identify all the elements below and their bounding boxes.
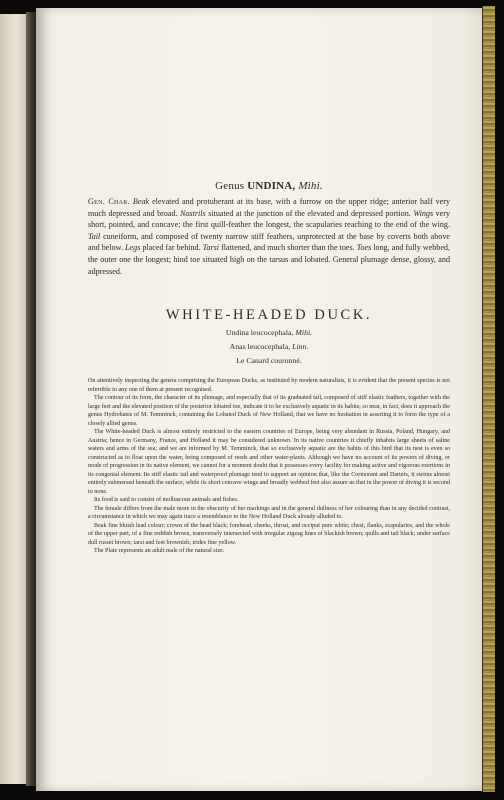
beak-text: elevated and protuberant at its base, with a furrow on the upper ridge; anterior half very much depressed and broad. <box>88 197 450 218</box>
paragraph: Beak fine bluish lead colour; crown of the head black; forehead, cheeks, throat, and occiput pure white; chest, flanks, scapularies, and the whole of the upper part, of a fine reddish brown, transversely intersected with irregular zigzag lines of blackish brown; quills and tail black; under surface dull russet brown; tarsi and feet brownish; irides fine yellow. <box>88 522 450 546</box>
species-synonyms <box>88 326 450 368</box>
synonym-authority: Mihi. <box>295 328 313 337</box>
beak-term: Beak <box>132 197 150 206</box>
wings-term: Wings <box>413 208 434 218</box>
genus-authority: Mihi. <box>298 180 323 192</box>
synonym-name: Anas leucocephala, <box>229 342 291 351</box>
gen-char-label: Gen. Char. <box>88 197 130 206</box>
genus-heading <box>88 180 450 192</box>
nostrils-text: situated at the junction of the elevated and depressed portion. <box>208 208 411 218</box>
legs-text: placed far behind. <box>142 243 201 253</box>
wings-text: very short, pointed, and concave; the first quill-feather the longest, the scapularies reaching to the end of the wing. <box>88 208 451 230</box>
tarsi-text: flattened, and much shorter than the toes. <box>221 243 355 253</box>
legs-term: Legs <box>125 243 141 253</box>
toes-text: long, and fully webbed, the outer one the longest; hind toe situated high on the tarsus and lobated. General plumage dense, glossy, and adpressed. <box>88 243 451 276</box>
paragraph: The White-headed Duck is almost entirely restricted to the eastern countries of Europe, being very abundant in Russia, Poland, Hungary, and Austria; hence in Germany, France, and Holland it may be considered unknown. In its native countries it chiefly inhabits large sheets of saline waters and arms of the sea; and we are informed by M. Temminck, that so exclusively aquatic are the habits of this bird that its nest is even so constructed as to float upon the water, being composed of reeds and other water-plants. Although we have no account of its powers of diving, or mode of progression in its native element, we cannot for a moment doubt that it possesses every facility for making active and vigorous exertions in its congenial element. Its stiff elastic tail and waterproof plumage tend to support an opinion that, like the Cormorant and Darters, it swims almost entirely submersed beneath the surface, while its short concave wings and broadly webbed feet also assure us that in the power of diving it is second to none. <box>88 429 450 495</box>
genus-label: Genus <box>215 180 245 192</box>
synonym-line: Le Canard couronné. <box>236 356 302 365</box>
paragraph: Its food is said to consist of molluscous animals and fishes. <box>94 497 239 504</box>
genus-name: UNDINA, <box>247 180 296 192</box>
paragraph: The Plate represents an adult male of the natural size. <box>94 548 225 555</box>
synonym-name: Undina leucocephala, <box>225 328 294 337</box>
nostrils-term: Nostrils <box>180 208 206 218</box>
tarsi-term: Tarsi <box>202 243 220 253</box>
synonym-authority: Linn. <box>292 342 309 351</box>
synonym-line <box>88 326 450 340</box>
species-description <box>88 377 450 556</box>
paragraph: On attentively inspecting the genera comprising the European Ducks, as instituted by modern naturalists, it is evident that the present species is not referrible to any one of them at present recognised. <box>88 378 450 393</box>
paragraph: The female differs from the male more in the obscurity of her markings and in the general dullness of her colouring than in any decided contrast, a circumstance in which we may again trace a resemblance to the New Holland Duck already alluded to. <box>88 505 450 521</box>
generic-characters <box>88 196 450 277</box>
paragraph: The contour of its form, the character of its plumage, and especially that of its graduated tail, composed of stiff elastic feathers, together with the large feet and the elevated position of the posterior lobated toe, indicate it to be exclusively aquatic in its habits; so near, in fact, does it approach the genus Hydrobates of M. Temminck, containing the Lobated Duck of New Holland, that we have no hesitation in asserting it to form the type of a closely allied genus. <box>88 395 450 427</box>
synonym-line <box>88 340 450 354</box>
toes-term: Toes <box>356 243 372 253</box>
gilt-page-edges <box>482 6 495 792</box>
tail-text: cuneiform, and composed of twenty narrow stiff feathers, unprotected at the base by coverts both above and below. <box>88 231 450 253</box>
species-title: WHITE-HEADED DUCK. <box>165 307 373 323</box>
tail-term: Tail <box>88 231 101 241</box>
